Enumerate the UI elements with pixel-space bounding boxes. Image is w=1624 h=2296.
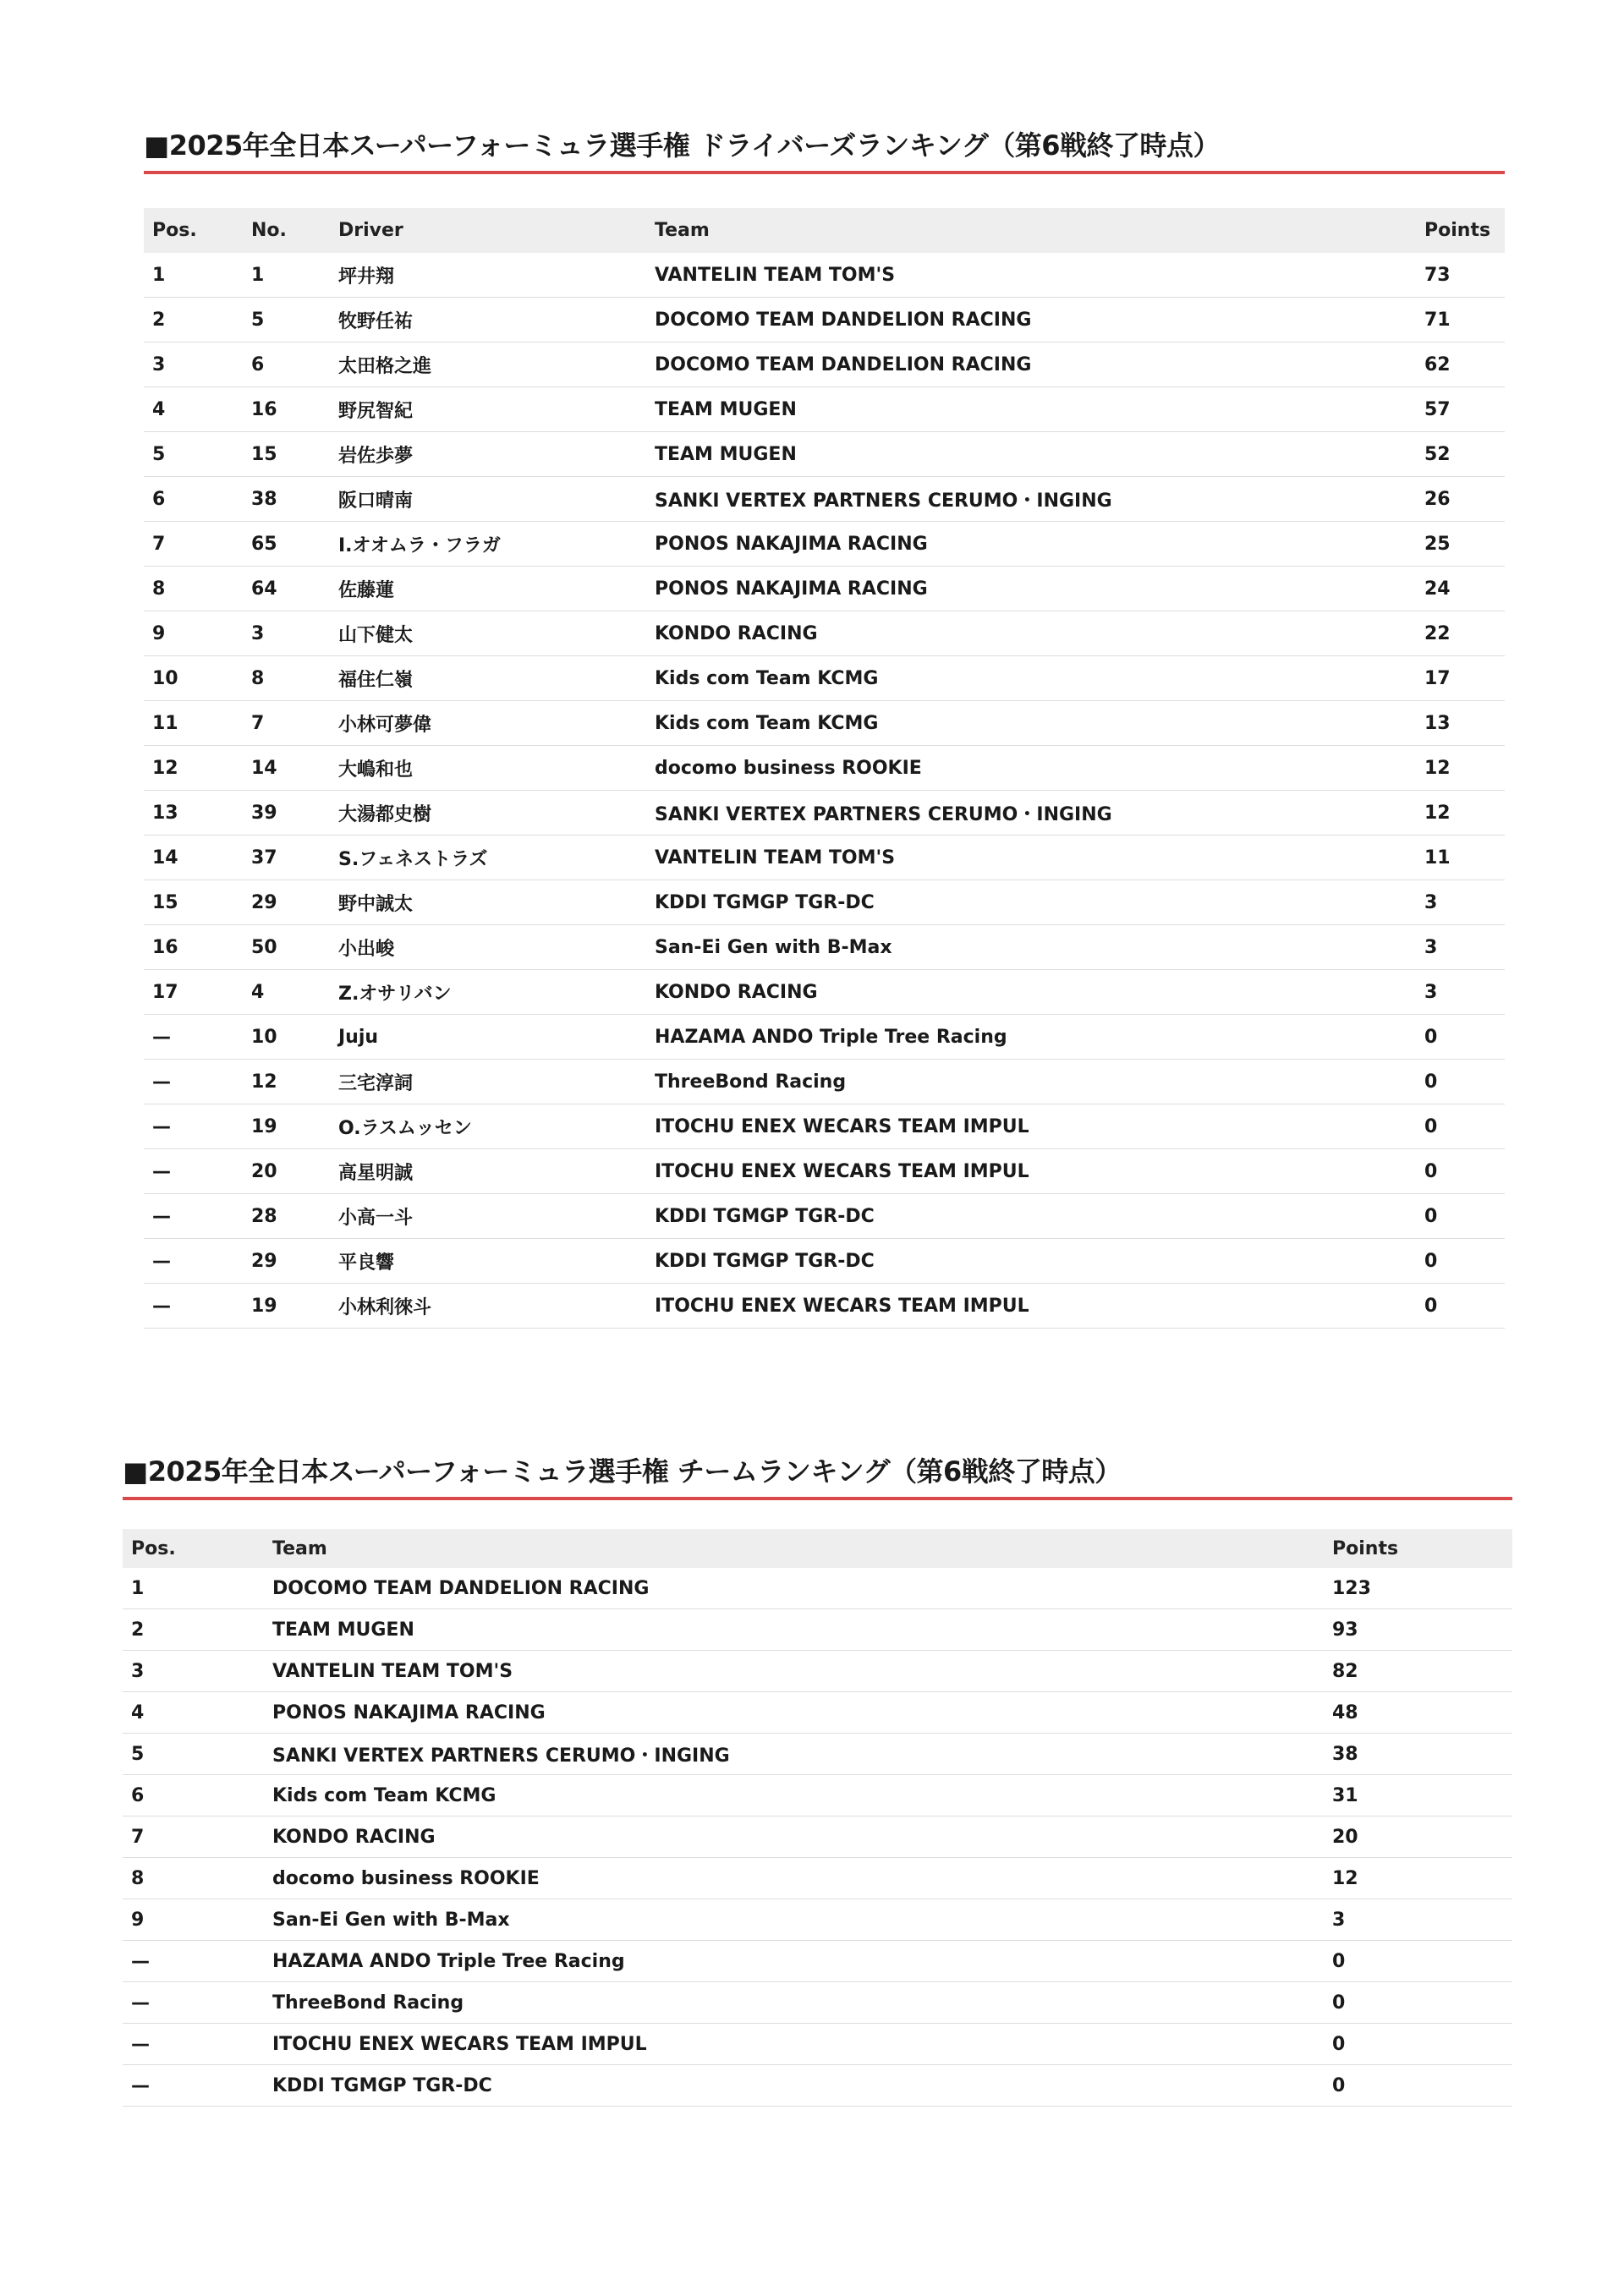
table-row <box>123 1651 1512 1692</box>
cell-no: 7 <box>243 701 330 746</box>
cell-team: KDDI TGMGP TGR-DC <box>264 2065 1324 2107</box>
cell-driver: Juju <box>330 1015 646 1060</box>
cell-no: 6 <box>243 342 330 387</box>
cell-driver: I.オオムラ・フラガ <box>330 522 646 567</box>
cell-points: 0 <box>1416 1284 1505 1329</box>
cell-pos: — <box>144 1149 243 1194</box>
cell-pos: — <box>144 1239 243 1284</box>
cell-points: 71 <box>1416 298 1505 342</box>
cell-team: PONOS NAKAJIMA RACING <box>264 1692 1324 1734</box>
cell-no: 65 <box>243 522 330 567</box>
cell-points: 3 <box>1416 970 1505 1015</box>
cell-team: VANTELIN TEAM TOM'S <box>646 836 1416 880</box>
cell-points: 0 <box>1416 1015 1505 1060</box>
cell-pos: 16 <box>144 925 243 970</box>
cell-pos: 15 <box>144 880 243 925</box>
cell-points: 0 <box>1324 2065 1512 2107</box>
cell-driver: 太田格之進 <box>330 342 646 387</box>
cell-pos: 6 <box>144 477 243 522</box>
cell-team: HAZAMA ANDO Triple Tree Racing <box>646 1015 1416 1060</box>
drivers-table-body <box>144 253 1505 1329</box>
cell-points: 20 <box>1324 1817 1512 1858</box>
cell-team: HAZAMA ANDO Triple Tree Racing <box>264 1941 1324 1982</box>
cell-driver: 野中誠太 <box>330 880 646 925</box>
cell-points: 3 <box>1416 880 1505 925</box>
cell-driver: 佐藤蓮 <box>330 567 646 611</box>
cell-no: 50 <box>243 925 330 970</box>
table-row <box>144 970 1505 1015</box>
cell-pos: — <box>123 2024 264 2065</box>
cell-pos: 2 <box>123 1609 264 1651</box>
table-row <box>144 1060 1505 1104</box>
cell-pos: 13 <box>144 791 243 836</box>
col-header-points: Points <box>1324 1529 1512 1568</box>
teams-ranking-section <box>123 1453 1512 2107</box>
cell-team: ITOCHU ENEX WECARS TEAM IMPUL <box>264 2024 1324 2065</box>
cell-driver: 野尻智紀 <box>330 387 646 432</box>
drivers-ranking-title: ■2025年全日本スーパーフォーミュラ選手権 ドライバーズランキング（第6戦終了時点） <box>144 129 1221 162</box>
table-row <box>144 656 1505 701</box>
table-row <box>144 342 1505 387</box>
cell-points: 12 <box>1416 746 1505 791</box>
cell-team: DOCOMO TEAM DANDELION RACING <box>646 298 1416 342</box>
cell-pos: 1 <box>144 253 243 298</box>
col-header-points: Points <box>1416 208 1505 253</box>
cell-points: 12 <box>1324 1858 1512 1899</box>
cell-pos: 9 <box>144 611 243 656</box>
cell-pos: — <box>144 1284 243 1329</box>
cell-points: 26 <box>1416 477 1505 522</box>
table-row <box>123 1899 1512 1941</box>
cell-team: ITOCHU ENEX WECARS TEAM IMPUL <box>646 1149 1416 1194</box>
cell-pos: 1 <box>123 1568 264 1609</box>
cell-points: 0 <box>1416 1060 1505 1104</box>
cell-pos: — <box>144 1194 243 1239</box>
table-row <box>144 1149 1505 1194</box>
cell-team: TEAM MUGEN <box>646 432 1416 477</box>
cell-team: ThreeBond Racing <box>646 1060 1416 1104</box>
table-row <box>144 253 1505 298</box>
cell-pos: 3 <box>144 342 243 387</box>
cell-pos: 11 <box>144 701 243 746</box>
cell-points: 0 <box>1324 1982 1512 2024</box>
cell-driver: 三宅淳詞 <box>330 1060 646 1104</box>
cell-points: 0 <box>1416 1104 1505 1149</box>
cell-team: VANTELIN TEAM TOM'S <box>646 253 1416 298</box>
cell-pos: 5 <box>123 1734 264 1775</box>
cell-driver: 大湯都史樹 <box>330 791 646 836</box>
table-row <box>123 1775 1512 1817</box>
cell-pos: 9 <box>123 1899 264 1941</box>
cell-driver: 小出峻 <box>330 925 646 970</box>
cell-points: 25 <box>1416 522 1505 567</box>
cell-points: 0 <box>1324 1941 1512 1982</box>
cell-points: 22 <box>1416 611 1505 656</box>
cell-driver: 小林可夢偉 <box>330 701 646 746</box>
table-row <box>144 836 1505 880</box>
table-row <box>123 2024 1512 2065</box>
cell-points: 3 <box>1416 925 1505 970</box>
cell-points: 3 <box>1324 1899 1512 1941</box>
cell-points: 52 <box>1416 432 1505 477</box>
cell-pos: 8 <box>144 567 243 611</box>
cell-points: 38 <box>1324 1734 1512 1775</box>
cell-points: 0 <box>1324 2024 1512 2065</box>
table-row <box>144 1194 1505 1239</box>
cell-no: 19 <box>243 1284 330 1329</box>
cell-driver: 阪口晴南 <box>330 477 646 522</box>
table-row <box>123 1692 1512 1734</box>
col-header-team: Team <box>264 1529 1324 1568</box>
title-underline <box>123 1497 1512 1500</box>
cell-team: San-Ei Gen with B-Max <box>646 925 1416 970</box>
table-row <box>144 522 1505 567</box>
cell-driver: Z.オサリバン <box>330 970 646 1015</box>
cell-pos: 8 <box>123 1858 264 1899</box>
cell-driver: 福住仁嶺 <box>330 656 646 701</box>
cell-team: KDDI TGMGP TGR-DC <box>646 1194 1416 1239</box>
cell-no: 28 <box>243 1194 330 1239</box>
cell-team: San-Ei Gen with B-Max <box>264 1899 1324 1941</box>
table-row <box>144 1104 1505 1149</box>
cell-driver: 牧野任祐 <box>330 298 646 342</box>
table-row <box>144 611 1505 656</box>
cell-team: ITOCHU ENEX WECARS TEAM IMPUL <box>646 1104 1416 1149</box>
cell-pos: — <box>144 1060 243 1104</box>
cell-points: 93 <box>1324 1609 1512 1651</box>
cell-points: 73 <box>1416 253 1505 298</box>
table-row <box>123 1858 1512 1899</box>
cell-pos: 2 <box>144 298 243 342</box>
cell-team: DOCOMO TEAM DANDELION RACING <box>646 342 1416 387</box>
table-row <box>123 1568 1512 1609</box>
cell-team: docomo business ROOKIE <box>264 1858 1324 1899</box>
table-row <box>144 791 1505 836</box>
cell-driver: 岩佐歩夢 <box>330 432 646 477</box>
cell-no: 10 <box>243 1015 330 1060</box>
cell-points: 11 <box>1416 836 1505 880</box>
cell-driver: 平良響 <box>330 1239 646 1284</box>
drivers-ranking-table <box>144 208 1505 1329</box>
table-row <box>144 298 1505 342</box>
cell-no: 1 <box>243 253 330 298</box>
cell-pos: — <box>123 1982 264 2024</box>
cell-points: 12 <box>1416 791 1505 836</box>
cell-team: ITOCHU ENEX WECARS TEAM IMPUL <box>646 1284 1416 1329</box>
cell-points: 31 <box>1324 1775 1512 1817</box>
table-row <box>144 1015 1505 1060</box>
table-row <box>144 567 1505 611</box>
table-row <box>144 387 1505 432</box>
cell-no: 38 <box>243 477 330 522</box>
cell-team: Kids com Team KCMG <box>646 701 1416 746</box>
col-header-driver: Driver <box>330 208 646 253</box>
cell-pos: — <box>144 1104 243 1149</box>
table-row <box>123 1609 1512 1651</box>
cell-no: 5 <box>243 298 330 342</box>
cell-points: 57 <box>1416 387 1505 432</box>
cell-driver: 小高一斗 <box>330 1194 646 1239</box>
cell-team: Kids com Team KCMG <box>264 1775 1324 1817</box>
cell-team: PONOS NAKAJIMA RACING <box>646 522 1416 567</box>
cell-team: KONDO RACING <box>646 970 1416 1015</box>
cell-no: 8 <box>243 656 330 701</box>
cell-pos: 7 <box>123 1817 264 1858</box>
table-row <box>144 477 1505 522</box>
cell-no: 12 <box>243 1060 330 1104</box>
cell-no: 15 <box>243 432 330 477</box>
cell-driver: 坪井翔 <box>330 253 646 298</box>
table-row <box>144 1239 1505 1284</box>
cell-points: 0 <box>1416 1194 1505 1239</box>
table-row <box>123 1982 1512 2024</box>
cell-team: TEAM MUGEN <box>646 387 1416 432</box>
cell-team: KONDO RACING <box>646 611 1416 656</box>
cell-driver: 高星明誠 <box>330 1149 646 1194</box>
table-row <box>144 746 1505 791</box>
col-header-no: No. <box>243 208 330 253</box>
cell-team: ThreeBond Racing <box>264 1982 1324 2024</box>
cell-no: 19 <box>243 1104 330 1149</box>
cell-team: Kids com Team KCMG <box>646 656 1416 701</box>
cell-no: 16 <box>243 387 330 432</box>
cell-pos: 14 <box>144 836 243 880</box>
title-underline <box>144 171 1505 174</box>
cell-team: KDDI TGMGP TGR-DC <box>646 1239 1416 1284</box>
cell-no: 20 <box>243 1149 330 1194</box>
cell-driver: 大嶋和也 <box>330 746 646 791</box>
cell-pos: — <box>123 2065 264 2107</box>
cell-points: 48 <box>1324 1692 1512 1734</box>
cell-points: 82 <box>1324 1651 1512 1692</box>
cell-pos: — <box>144 1015 243 1060</box>
cell-no: 29 <box>243 1239 330 1284</box>
cell-team: DOCOMO TEAM DANDELION RACING <box>264 1568 1324 1609</box>
cell-driver: S.フェネストラズ <box>330 836 646 880</box>
drivers-ranking-section <box>144 127 1505 1329</box>
cell-team: SANKI VERTEX PARTNERS CERUMO・INGING <box>264 1734 1324 1775</box>
cell-points: 24 <box>1416 567 1505 611</box>
cell-pos: 17 <box>144 970 243 1015</box>
cell-driver: 山下健太 <box>330 611 646 656</box>
cell-pos: 10 <box>144 656 243 701</box>
cell-points: 62 <box>1416 342 1505 387</box>
cell-pos: 5 <box>144 432 243 477</box>
cell-team: SANKI VERTEX PARTNERS CERUMO・INGING <box>646 791 1416 836</box>
table-row <box>144 925 1505 970</box>
cell-no: 14 <box>243 746 330 791</box>
table-row <box>123 1734 1512 1775</box>
table-row <box>144 432 1505 477</box>
teams-table-body <box>123 1568 1512 2107</box>
cell-pos: 4 <box>144 387 243 432</box>
cell-points: 0 <box>1416 1149 1505 1194</box>
cell-driver: 小林利徠斗 <box>330 1284 646 1329</box>
table-row <box>123 1817 1512 1858</box>
cell-points: 13 <box>1416 701 1505 746</box>
cell-pos: — <box>123 1941 264 1982</box>
table-row <box>123 1941 1512 1982</box>
teams-ranking-table <box>123 1529 1512 2107</box>
cell-driver: O.ラスムッセン <box>330 1104 646 1149</box>
cell-no: 3 <box>243 611 330 656</box>
cell-team: SANKI VERTEX PARTNERS CERUMO・INGING <box>646 477 1416 522</box>
cell-no: 29 <box>243 880 330 925</box>
table-row <box>144 880 1505 925</box>
col-header-team: Team <box>646 208 1416 253</box>
table-row <box>144 701 1505 746</box>
cell-team: KDDI TGMGP TGR-DC <box>646 880 1416 925</box>
cell-points: 123 <box>1324 1568 1512 1609</box>
cell-no: 4 <box>243 970 330 1015</box>
cell-pos: 3 <box>123 1651 264 1692</box>
col-header-pos: Pos. <box>144 208 243 253</box>
cell-team: KONDO RACING <box>264 1817 1324 1858</box>
table-header-row <box>123 1529 1512 1568</box>
cell-no: 64 <box>243 567 330 611</box>
col-header-pos: Pos. <box>123 1529 264 1568</box>
cell-points: 17 <box>1416 656 1505 701</box>
cell-pos: 6 <box>123 1775 264 1817</box>
table-header-row <box>144 208 1505 253</box>
cell-pos: 7 <box>144 522 243 567</box>
cell-no: 37 <box>243 836 330 880</box>
table-row <box>144 1284 1505 1329</box>
cell-pos: 4 <box>123 1692 264 1734</box>
cell-points: 0 <box>1416 1239 1505 1284</box>
cell-team: docomo business ROOKIE <box>646 746 1416 791</box>
cell-team: VANTELIN TEAM TOM'S <box>264 1651 1324 1692</box>
teams-ranking-title: ■2025年全日本スーパーフォーミュラ選手権 チームランキング（第6戦終了時点） <box>123 1455 1122 1488</box>
cell-pos: 12 <box>144 746 243 791</box>
cell-no: 39 <box>243 791 330 836</box>
cell-team: PONOS NAKAJIMA RACING <box>646 567 1416 611</box>
cell-team: TEAM MUGEN <box>264 1609 1324 1651</box>
table-row <box>123 2065 1512 2107</box>
